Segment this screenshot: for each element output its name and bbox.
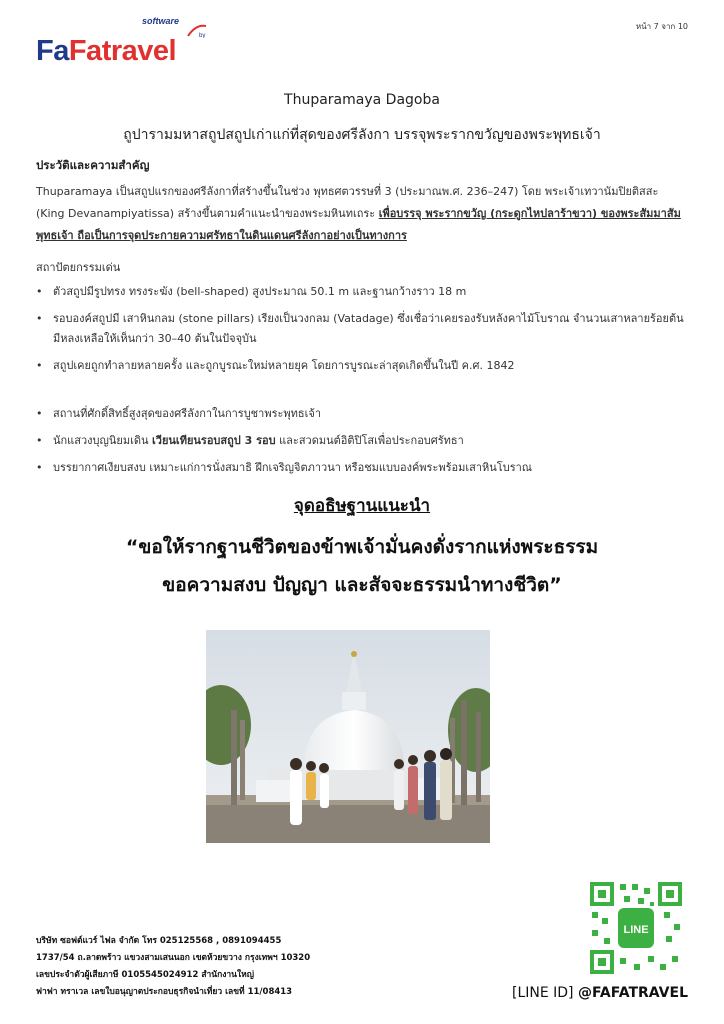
logo-software-text: software [142, 16, 180, 26]
company-address: 1737/54 ถ.ลาดพร้าว แขวงสามเสนนอก เขตห้วยขวาง กรุงเทพฯ 10320 [36, 953, 311, 963]
line-id: [LINE ID] @FAFATRAVEL [511, 985, 688, 1001]
logo-swoosh-icon [186, 22, 208, 38]
list-item: • ตัวสถูปมีรูปทรง ทรงระฆัง (bell-shaped) สูงประมาณ 50.1 m และฐานกว้างราว 18 m [36, 282, 692, 302]
qr-line-label: LINE [623, 924, 649, 936]
page-number: หน้า 7 จาก 10 [635, 22, 688, 31]
highlights-list [36, 404, 692, 485]
qr-code-icon [588, 880, 684, 976]
line-qr-code[interactable] [588, 880, 684, 976]
architecture-heading: สถาปัตยกรรมเด่น [36, 261, 121, 274]
logo-by-text: by [199, 33, 206, 38]
title-thai: ถูปารามมหาสถูปสถูปเก่าแก่ที่สุดของศรีลังกา บรรจุพระรากขวัญของพระพุทธเจ้า [123, 127, 601, 143]
list-item: • นักแสวงบุญนิยมเดิน เวียนเทียนรอบสถูป 3 รอบ และสวดมนต์อิติปิโสเพื่อประกอบศรัทธา [36, 431, 692, 451]
list-item: • รอบองค์สถูปมี เสาหินกลม (stone pillars) เรียงเป็นวงกลม (Vatadage) ซึ่งเชื่อว่าเคยรองรับหลังคาไม้โบราณ จำนวนเสาหลายร้อยต้น มีหลงเหลือให้เห็นกว่า 30–40 ต้นในปัจจุบัน [36, 309, 692, 349]
company-license: ฟาฟา ทราเวล เลขใบอนุญาตประกอบธุรกิจนำเที่ยว เลขที่ 11/08413 [36, 987, 293, 997]
list-item: • สถานที่ศักดิ์สิทธิ์สูงสุดของศรีลังกาในการบูชาพระพุทธเจ้า [36, 404, 692, 424]
architecture-list [36, 282, 692, 383]
company-footer [36, 933, 310, 1001]
list-item: • บรรยากาศเงียบสงบ เหมาะแก่การนั่งสมาธิ ฝึกเจริญจิตภาวนา หรือชมแบบองค์พระพร้อมเสาหินโบราณ [36, 458, 692, 478]
company-name-phone: บริษัท ซอฟต์แวร์ ไฟล จำกัด โทร 025125568 , 0891094455 [36, 936, 282, 946]
dedication-heading: จุดอธิษฐานแนะนำ [293, 496, 431, 516]
title-english: Thuparamaya Dagoba [284, 92, 440, 108]
stupa-photo [206, 630, 490, 843]
dedication-quote-line1: “ขอให้รากฐานชีวิตของข้าพเจ้ามั่นคงดั่งรากแห่งพระธรรม [125, 536, 599, 558]
list-item: • สถูปเคยถูกทำลายหลายครั้ง และถูกบูรณะใหม่หลายยุค โดยการบูรณะล่าสุดเกิดขึ้นในปี ค.ศ. 1842 [36, 356, 692, 376]
history-paragraph: Thuparamaya เป็นสถูปแรกของศรีลังกาที่สร้างขึ้นในช่วง พุทธศตวรรษที่ 3 (ประมาณพ.ศ. 236–247) โดย พระเจ้าเทวานัมปิยติสสะ (King Devanampiyatissa) สร้างขึ้นตามคำแนะนำของพระมหินทเถระ เพื่อบรรจุ พระรากขวัญ (กระดูกไหปลาร้าขวา) ของพระสัมมาสัมพุทธเจ้า ถือเป็นการจุดประกายความศรัทธาในดินแดนศรีลังกาอย่างเป็นทางการ [36, 185, 681, 242]
history-heading: ประวัติและความสำคัญ [36, 158, 150, 172]
history-emphasis: เพื่อบรรจุ พระรากขวัญ (กระดูกไหปลาร้าขวา) ของพระสัมมาสัมพุทธเจ้า ถือเป็นการจุดประกายความศรัทธาในดินแดนศรีลังกาอย่างเป็นทางการ [36, 207, 681, 242]
company-logo [36, 16, 206, 70]
logo-wordmark: FaFatravel [36, 35, 177, 67]
company-tax-id: เลขประจำตัวผู้เสียภาษี 0105545024912 สำนักงานใหญ่ [36, 970, 254, 980]
dedication-quote-line2: ขอความสงบ ปัญญา และสัจจะธรรมนำทางชีวิต” [162, 574, 562, 596]
